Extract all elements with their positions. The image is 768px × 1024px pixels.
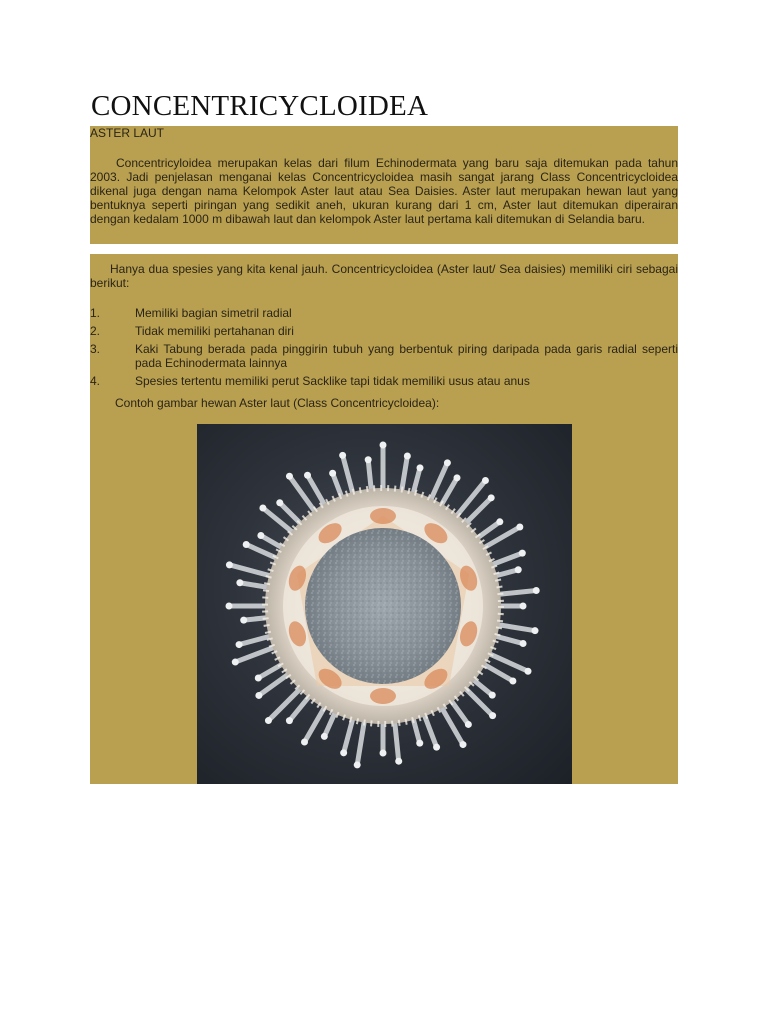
list-text: Tidak memiliki pertahanan diri <box>135 324 294 338</box>
spine-tip <box>489 712 496 719</box>
spine-tip <box>404 452 411 459</box>
spine-tip <box>496 518 503 525</box>
spine-tip <box>533 587 540 594</box>
spine-tip <box>444 459 451 466</box>
spine-tip <box>286 473 293 480</box>
spine-tip <box>465 721 472 728</box>
spine-tip <box>265 717 272 724</box>
spine-tip <box>520 640 527 647</box>
spine-tip <box>515 566 522 573</box>
spine-tip <box>257 532 264 539</box>
gonad-lobe <box>370 688 396 704</box>
species-paragraph: Hanya dua spesies yang kita kenal jauh. Concentricycloidea (Aster laut/ Sea daisies) memiliki ciri sebagai berikut: <box>90 262 678 290</box>
spine-tip <box>240 617 247 624</box>
list-text: Kaki Tabung berada pada pinggirin tubuh yang berbentuk piring daripada pada garis radial seperti pada Echinodermata lainnya <box>135 342 678 370</box>
image-caption: Contoh gambar hewan Aster laut (Class Concentricycloidea): <box>115 396 440 410</box>
list-number: 1. <box>90 306 101 320</box>
spine-tip <box>243 541 250 548</box>
list-number: 3. <box>90 342 101 356</box>
spine-tip <box>339 452 346 459</box>
spine-tip <box>255 675 262 682</box>
spine-tip <box>380 442 387 449</box>
spine-tip <box>226 603 233 610</box>
list-item <box>90 306 678 320</box>
spine-tip <box>286 717 293 724</box>
gonad-lobe <box>370 508 396 524</box>
spine-tip <box>340 749 347 756</box>
section-characteristics <box>90 254 678 784</box>
section-aster-laut <box>90 126 678 244</box>
spine <box>343 455 354 498</box>
spine-tip <box>232 659 239 666</box>
list-number: 2. <box>90 324 101 338</box>
spine <box>235 646 278 662</box>
spine-tip <box>525 668 532 675</box>
list-item <box>90 342 678 370</box>
spine-tip <box>354 761 361 768</box>
spine-tip <box>365 456 372 463</box>
spine <box>268 685 303 720</box>
spine-tip <box>255 692 262 699</box>
spine-tip <box>236 579 243 586</box>
spine <box>229 565 274 577</box>
characteristics-list <box>90 306 678 392</box>
spine-tip <box>509 678 516 685</box>
spine-tip <box>482 477 489 484</box>
spine-tip <box>520 603 527 610</box>
intro-paragraph: Concentricyloidea merupakan kelas dari filum Echinodermata yang baru saja ditemukan pada tahun 2003. Jadi penjelasan menganai kelas Concentricycloidea masih sangat jarang Class Concentricycloidea dikenal juga dengan nama Kelompok Aster laut atau Sea Daisies. Aster laut merupakan hewan laut yang bentuknya seperti piringan yang sedikit aneh, ukuran kurang dari 1 cm, Aster laut ditemukan diperairan dengan kedalam 1000 m dibawah laut dan kelompok Aster laut pertama kali ditemukan di Selandia baru. <box>90 156 678 226</box>
spine <box>394 717 398 761</box>
spine-tip <box>532 627 539 634</box>
spine-tip <box>301 738 308 745</box>
section-heading: ASTER LAUT <box>90 126 165 140</box>
spine-tip <box>417 464 424 471</box>
spine-tip <box>276 499 283 506</box>
spine-tip <box>226 561 233 568</box>
spine-tip <box>395 758 402 765</box>
spine-tip <box>416 740 423 747</box>
spine-tip <box>321 733 328 740</box>
spine-tip <box>519 550 526 557</box>
list-text: Spesies tertentu memiliki perut Sacklike tapi tidak memiliki usus atau anus <box>135 374 530 388</box>
spine-tip <box>454 474 461 481</box>
sea-daisy-photo <box>197 424 572 784</box>
spine-tip <box>259 504 266 511</box>
spine <box>454 480 486 519</box>
spine-tip <box>460 741 467 748</box>
list-item <box>90 324 678 338</box>
list-text: Memiliki bagian simetril radial <box>135 306 292 320</box>
spine-tip <box>516 524 523 531</box>
spine-tip <box>488 494 495 501</box>
spine-tip <box>433 744 440 751</box>
document-title: CONCENTRICYCLOIDEA <box>91 90 429 122</box>
spine-tip <box>236 641 243 648</box>
list-number: 4. <box>90 374 101 388</box>
spine-tip <box>304 472 311 479</box>
list-item <box>90 374 678 388</box>
spine-tip <box>380 750 387 757</box>
spine-tip <box>329 470 336 477</box>
spine-tip <box>489 692 496 699</box>
sea-daisy-illustration <box>197 424 572 784</box>
